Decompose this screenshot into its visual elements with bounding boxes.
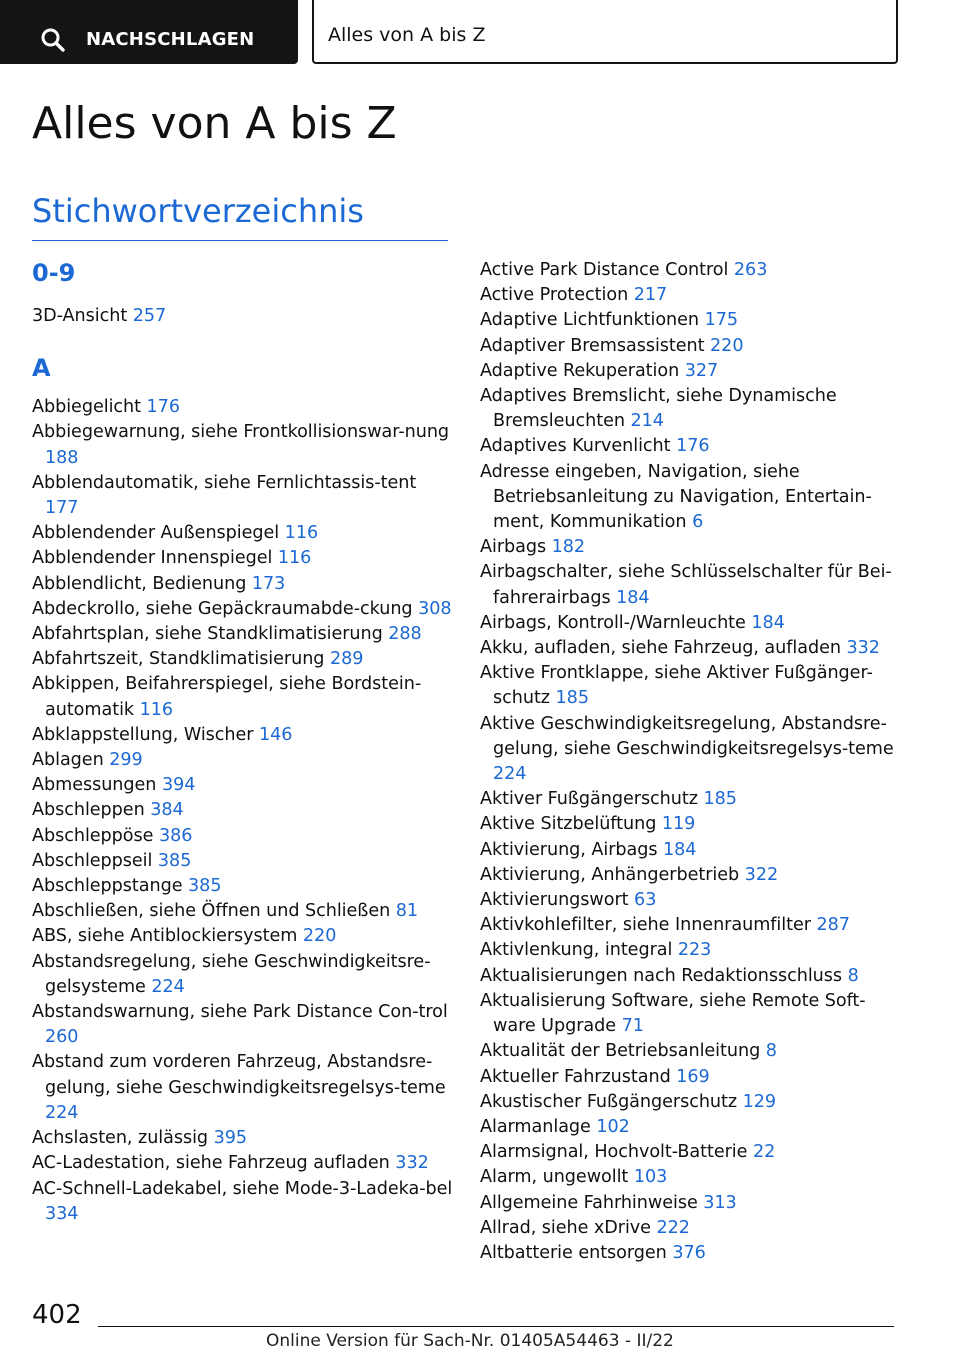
entry-term: Aktivlenkung, integral: [480, 940, 673, 961]
entry-page-link[interactable]: 182: [551, 537, 586, 558]
entry-page-link[interactable]: 386: [158, 825, 193, 846]
entry-term: Abblendender Außenspiegel: [32, 523, 280, 544]
entry-term: Aktive Sitzbelüftung: [480, 814, 657, 835]
entry-page-link[interactable]: 176: [146, 397, 180, 418]
footer-text: Online Version für Sach-Nr. 01405A54463 - II/22: [266, 1331, 674, 1351]
index-entry: [32, 849, 454, 874]
entry-page-link[interactable]: 102: [596, 1116, 630, 1137]
entry-term: Adaptive Rekuperation: [480, 360, 680, 381]
section-heading-0-9: 0-9: [32, 259, 76, 287]
entry-page-link[interactable]: 224: [493, 764, 527, 785]
entry-term: Abbiegelicht: [32, 397, 141, 418]
nachschlagen-tab[interactable]: [0, 0, 298, 64]
section-entries-a: [32, 395, 454, 1227]
entry-page-link[interactable]: 263: [733, 260, 768, 280]
index-entry: [480, 1140, 900, 1165]
entry-page-link[interactable]: 224: [151, 976, 185, 997]
page-number: 402: [32, 1300, 82, 1330]
index-entry: [480, 938, 900, 963]
entry-page-link[interactable]: 185: [703, 789, 737, 810]
entry-page-link[interactable]: 223: [677, 940, 712, 961]
entry-page-link[interactable]: 116: [284, 523, 319, 544]
index-entry: [480, 1065, 900, 1090]
entry-page-link[interactable]: 81: [395, 901, 419, 922]
index-entry: [480, 1165, 900, 1190]
index-entry: [480, 1039, 900, 1064]
entry-page-link[interactable]: 169: [676, 1066, 710, 1087]
index-entry: [480, 787, 900, 812]
index-entry: [480, 989, 900, 1039]
entry-term: Allgemeine Fahrhinweise: [480, 1192, 698, 1213]
entry-term: Airbags: [480, 537, 547, 558]
entry-term: Akku, aufladen, siehe Fahrzeug, aufladen: [480, 638, 841, 659]
entry-term: Abblendautomatik, siehe Fernlichtassis-tent: [32, 472, 417, 493]
index-entry: [32, 420, 454, 470]
index-entry: [480, 661, 900, 711]
entry-page-link[interactable]: 184: [616, 587, 650, 608]
entry-page-link[interactable]: 188: [45, 447, 79, 468]
entry-term: Allrad, siehe xDrive: [480, 1217, 651, 1238]
entry-page-link[interactable]: 384: [150, 800, 184, 821]
index-entry: [32, 647, 454, 672]
entry-term: Aktive Geschwindigkeitsregelung, Abstandsre-gelung, siehe Geschwindigkeitsregelsys-teme: [480, 713, 894, 759]
entry-page-link[interactable]: 176: [676, 436, 710, 457]
entry-term: Abstandswarnung, siehe Park Distance Con-trol: [32, 1002, 448, 1023]
entry-term: Airbags, Kontroll-/Warnleuchte: [480, 612, 746, 633]
entry-term: Abbiegewarnung, siehe Frontkollisionswar-nung: [32, 422, 450, 443]
breadcrumb: [312, 0, 898, 64]
entry-term: Aktivkohlefilter, siehe Innenraumfilter: [480, 915, 811, 936]
entry-term: Adaptiver Bremsassistent: [480, 335, 705, 356]
entry-page-link[interactable]: 308: [418, 598, 452, 619]
index-entry: [32, 546, 454, 571]
index-entry: [480, 636, 900, 661]
entry-term: Alarmanlage: [480, 1116, 591, 1137]
entry-page-link[interactable]: 289: [329, 649, 364, 670]
index-entry: [32, 899, 454, 924]
section-entries-right: [480, 258, 900, 1266]
entry-page-link[interactable]: 214: [630, 411, 664, 432]
index-entry: [32, 471, 454, 521]
index-entry: [480, 913, 900, 938]
entry-page-link[interactable]: 220: [710, 335, 744, 356]
entry-page-link[interactable]: 177: [45, 498, 79, 519]
entry-term: Aktualisierung Software, siehe Remote Soft-ware Upgrade: [480, 990, 866, 1037]
entry-page-link[interactable]: 327: [684, 360, 719, 381]
entry-page-link[interactable]: 385: [157, 850, 192, 871]
index-entry: [32, 395, 454, 420]
page-subtitle: Stichwortverzeichnis: [32, 192, 364, 230]
nav-label: NACHSCHLAGEN: [86, 29, 255, 50]
entry-term: Abmessungen: [32, 775, 157, 796]
index-entry: [480, 888, 900, 913]
entry-term: Abklappstellung, Wischer: [32, 724, 254, 745]
index-entry: [480, 1216, 900, 1241]
entry-page-link[interactable]: 184: [751, 612, 785, 633]
entry-page-link[interactable]: 175: [704, 310, 739, 331]
index-entry: [480, 712, 900, 788]
index-entry: [32, 798, 454, 823]
index-entry: [32, 521, 454, 546]
index-entry: [32, 1000, 454, 1050]
entry-term: Aktualisierungen nach Redaktionsschluss: [480, 965, 843, 986]
breadcrumb-label: Alles von A bis Z: [328, 24, 486, 46]
index-entry: [32, 824, 454, 849]
entry-page-link[interactable]: 184: [663, 839, 697, 860]
entry-page-link[interactable]: 222: [656, 1217, 690, 1238]
index-entry: [32, 950, 454, 1000]
index-entry: [480, 611, 900, 636]
entry-term: Achslasten, zulässig: [32, 1128, 209, 1149]
entry-term: AC-Schnell-Ladekabel, siehe Mode-3-Ladeka-bel: [32, 1178, 453, 1199]
index-entry: [480, 1115, 900, 1140]
entry-term: Abstand zum vorderen Fahrzeug, Abstandsre-gelung, siehe Geschwindigkeitsregelsys-teme: [32, 1052, 446, 1098]
index-entry: [480, 863, 900, 888]
entry-term: Aktueller Fahrzustand: [480, 1066, 671, 1087]
entry-term: Aktivierung, Anhängerbetrieb: [480, 864, 740, 885]
index-entry: [32, 572, 454, 597]
entry-page-link[interactable]: 71: [621, 1016, 644, 1037]
entry-term: Abstandsregelung, siehe Geschwindigkeitsre-gelsysteme: [32, 951, 431, 997]
entry-page-link[interactable]: 322: [744, 864, 779, 885]
entry-term: Abfahrtsplan, siehe Standklimatisierung: [32, 624, 383, 645]
entry-page-link[interactable]: 8: [765, 1041, 777, 1062]
entry-term: Abschließen, siehe Öffnen und Schließen: [32, 901, 391, 922]
index-entry: [480, 1241, 900, 1266]
index-column-left: [32, 258, 454, 1227]
index-entry: [480, 1191, 900, 1216]
entry-page-link[interactable]: 299: [109, 750, 143, 771]
entry-term: Aktiver Fußgängerschutz: [480, 789, 698, 810]
index-entry: [32, 304, 454, 329]
entry-page-link[interactable]: 129: [742, 1091, 777, 1112]
index-entry: [480, 964, 900, 989]
entry-page-link[interactable]: 22: [752, 1142, 776, 1163]
entry-page-link[interactable]: 119: [661, 814, 696, 835]
index-entry: [32, 924, 454, 949]
entry-term: Alarmsignal, Hochvolt-Batterie: [480, 1142, 748, 1163]
index-entry: [480, 434, 900, 459]
entry-page-link[interactable]: 116: [139, 699, 174, 720]
index-entry: [480, 812, 900, 837]
search-icon: [40, 27, 66, 53]
entry-page-link[interactable]: 146: [259, 724, 293, 745]
index-entry: [480, 1090, 900, 1115]
page-title: Alles von A bis Z: [32, 98, 397, 149]
index-entry: [32, 1177, 454, 1227]
subtitle-divider: [32, 240, 448, 241]
entry-page-link[interactable]: 288: [388, 624, 422, 645]
entry-page-link[interactable]: 313: [703, 1192, 737, 1213]
entry-page-link[interactable]: 332: [395, 1153, 429, 1174]
entry-page-link[interactable]: 8: [847, 965, 859, 986]
entry-term: ABS, siehe Antiblockiersystem: [32, 926, 298, 947]
entry-term: Active Park Distance Control: [480, 260, 729, 280]
index-entry: [480, 535, 900, 560]
entry-term: Abschleppstange: [32, 876, 183, 897]
entry-page-link[interactable]: 63: [634, 890, 657, 911]
index-entry: [480, 308, 900, 333]
index-entry: [480, 283, 900, 308]
entry-term: Abblendlicht, Bedienung: [32, 573, 247, 594]
entry-page-link[interactable]: 220: [302, 926, 337, 947]
entry-term: Adresse eingeben, Navigation, siehe Betriebsanleitung zu Navigation, Entertain-ment, Kommunikation: [480, 461, 872, 533]
index-entry: [32, 773, 454, 798]
entry-page-link[interactable]: 257: [132, 306, 167, 326]
entry-term: 3D-Ansicht: [32, 306, 128, 326]
entry-term: Aktivierung, Airbags: [480, 839, 658, 860]
index-entry: [32, 748, 454, 773]
index-entry: [32, 1126, 454, 1151]
entry-page-link[interactable]: 103: [633, 1167, 668, 1188]
section-heading-a: A: [32, 354, 51, 383]
index-entry: [32, 672, 454, 722]
index-entry: [480, 384, 900, 434]
footer-divider: [98, 1326, 894, 1327]
entry-term: Abblendender Innenspiegel: [32, 548, 273, 569]
entry-page-link[interactable]: 6: [692, 512, 704, 533]
entry-page-link[interactable]: 385: [188, 876, 222, 897]
entry-term: Altbatterie entsorgen: [480, 1242, 667, 1263]
entry-page-link[interactable]: 334: [45, 1203, 79, 1224]
entry-page-link[interactable]: 287: [816, 915, 850, 936]
index-entry: [32, 874, 454, 899]
entry-term: Abschleppen: [32, 800, 145, 821]
entry-term: Abkippen, Beifahrerspiegel, siehe Bordstein-automatik: [32, 674, 422, 720]
top-navigation-bar: [0, 0, 960, 66]
index-entry: [480, 560, 900, 610]
entry-term: Adaptives Kurvenlicht: [480, 436, 671, 457]
index-entry: [480, 258, 900, 283]
entry-term: Active Protection: [480, 285, 629, 306]
entry-term: Aktivierungswort: [480, 890, 629, 911]
index-entry: [32, 1050, 454, 1126]
entry-term: Abschleppöse: [32, 825, 154, 846]
entry-page-link[interactable]: 332: [846, 638, 880, 659]
index-entry: [32, 1151, 454, 1176]
entry-page-link[interactable]: 185: [555, 688, 589, 709]
index-entry: [32, 597, 454, 622]
entry-term: Abfahrtszeit, Standklimatisierung: [32, 649, 325, 670]
index-entry: [480, 838, 900, 863]
entry-page-link[interactable]: 224: [45, 1102, 79, 1123]
entry-term: Adaptives Bremslicht, siehe Dynamische Bremsleuchten: [480, 386, 837, 432]
entry-term: Adaptive Lichtfunktionen: [480, 310, 700, 331]
index-entry: [32, 622, 454, 647]
entry-term: Ablagen: [32, 750, 104, 771]
entry-page-link[interactable]: 376: [672, 1242, 706, 1263]
entry-page-link[interactable]: 394: [161, 775, 196, 796]
entry-term: Akustischer Fußgängerschutz: [480, 1091, 738, 1112]
entry-term: AC-Ladestation, siehe Fahrzeug aufladen: [32, 1153, 390, 1174]
section-entries-0-9: [32, 304, 454, 329]
entry-term: Aktive Frontklappe, siehe Aktiver Fußgänger-schutz: [480, 663, 873, 709]
index-entry: [480, 460, 900, 536]
entry-page-link[interactable]: 395: [213, 1128, 248, 1149]
index-entry: [480, 359, 900, 384]
entry-page-link[interactable]: 217: [633, 285, 668, 306]
entry-term: Aktualität der Betriebsanleitung: [480, 1041, 761, 1062]
index-entry: [480, 334, 900, 359]
index-column-right: [480, 258, 900, 1266]
entry-page-link[interactable]: 173: [251, 573, 286, 594]
entry-term: Alarm, ungewollt: [480, 1167, 629, 1188]
index-entry: [32, 723, 454, 748]
entry-page-link[interactable]: 116: [277, 548, 312, 569]
entry-page-link[interactable]: 260: [45, 1027, 79, 1048]
entry-term: Airbagschalter, siehe Schlüsselschalter für Bei-fahrerairbags: [480, 562, 892, 608]
entry-term: Abdeckrollo, siehe Gepäckraumabde-ckung: [32, 598, 413, 619]
entry-term: Abschleppseil: [32, 850, 153, 871]
